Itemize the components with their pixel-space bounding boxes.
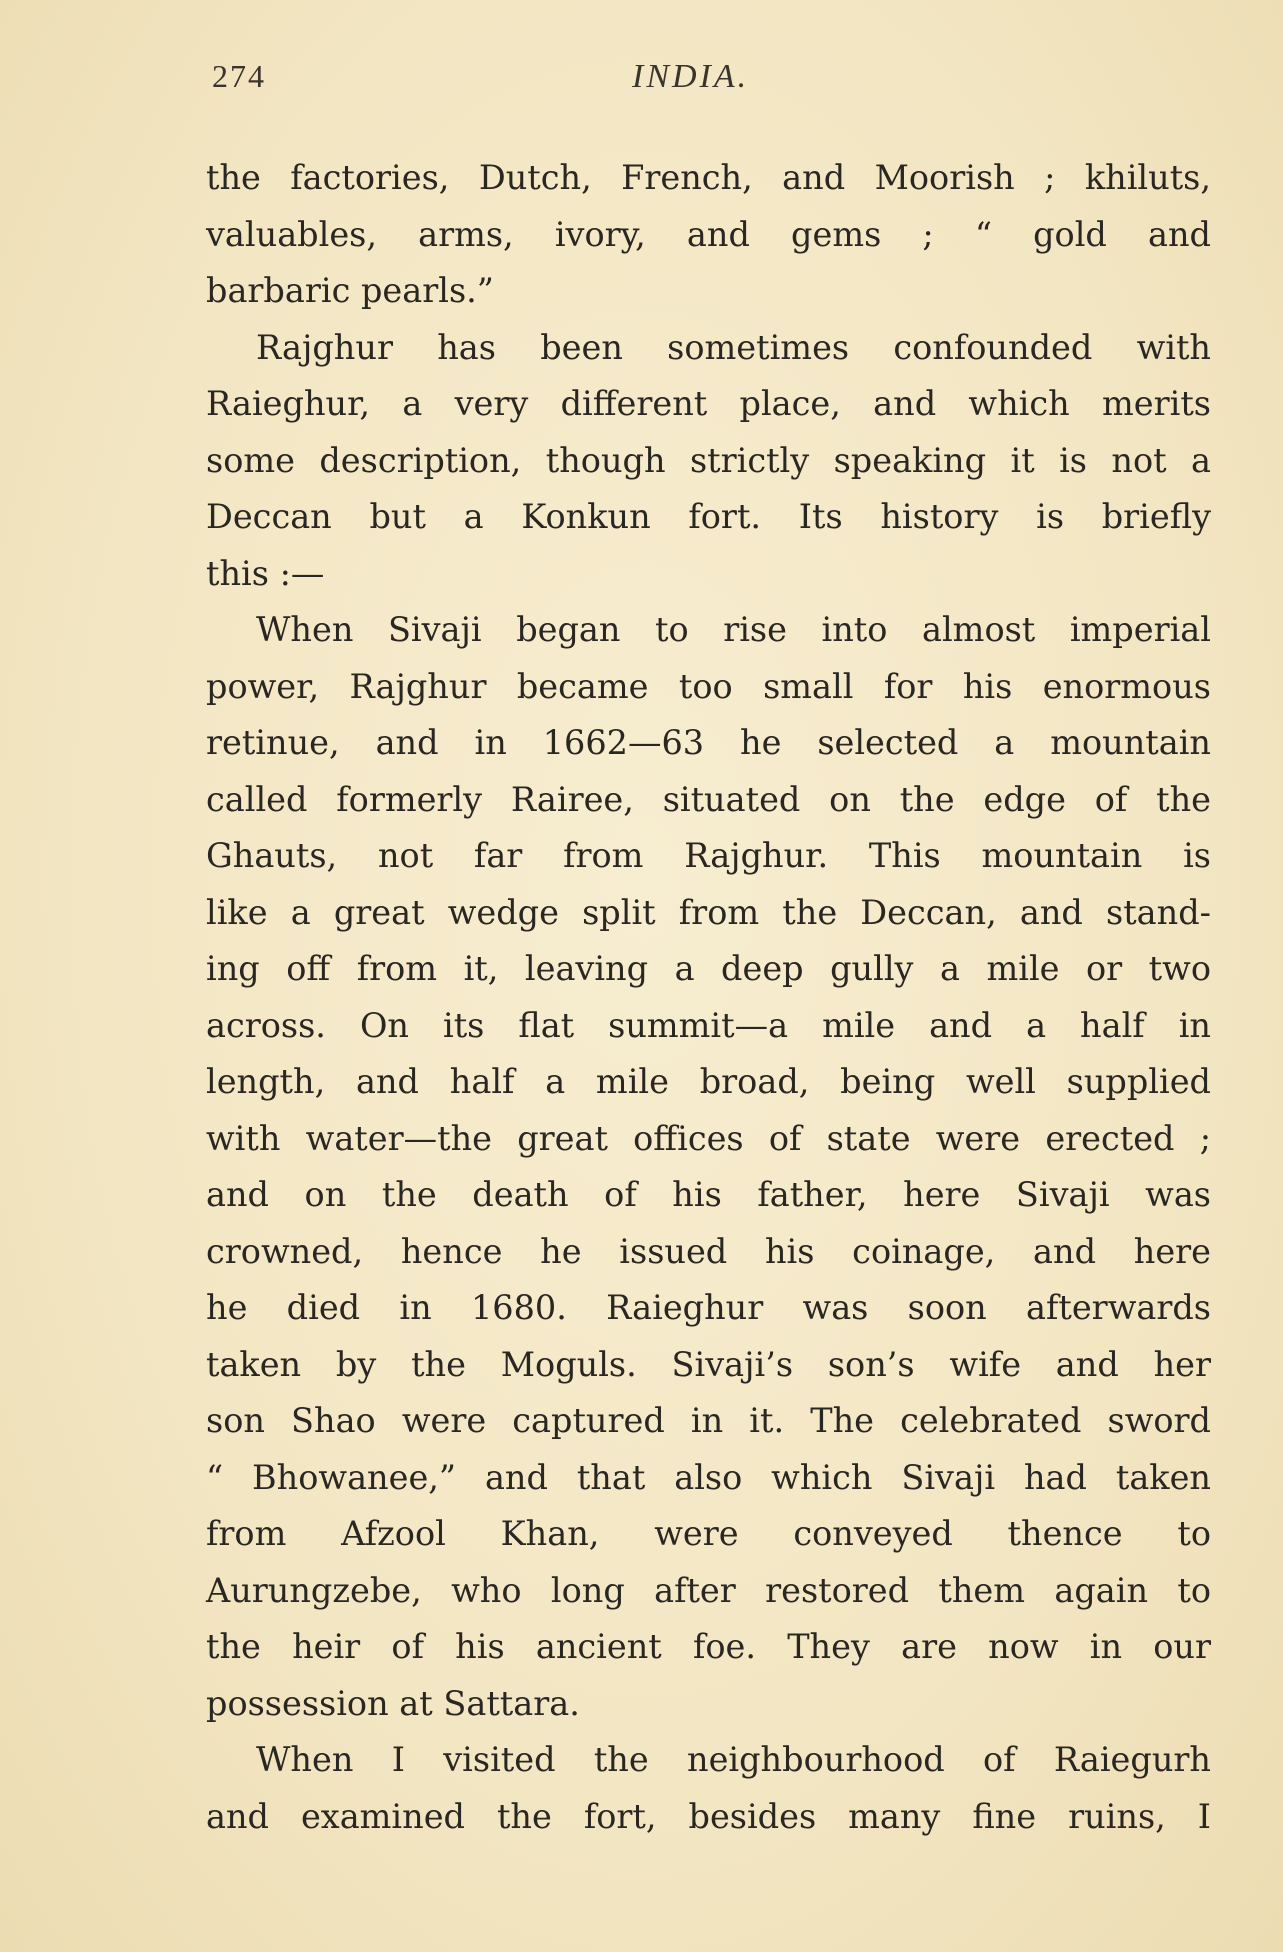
text-line: taken by the Moguls. Sivaji’s son’s wife and her xyxy=(206,1344,1211,1384)
text-line: Aurungzebe, who long after restored them again to xyxy=(206,1570,1211,1610)
text-line: some description, though strictly speaking it is not a xyxy=(206,440,1211,480)
text-line: like a great wedge split from the Deccan, and stand- xyxy=(206,892,1211,932)
text-line: When I visited the neighbourhood of Raiegurh xyxy=(256,1740,1211,1779)
text-line: this :— xyxy=(206,553,325,593)
running-title: INDIA. xyxy=(632,58,750,95)
text-line: with water—the great offices of state were erected ; xyxy=(206,1118,1211,1158)
text-line: “ Bhowanee,” and that also which Sivaji had taken xyxy=(206,1457,1211,1497)
text-line: the factories, Dutch, French, and Moorish ; khiluts, xyxy=(206,158,1211,197)
text-line: called formerly Rairee, situated on the edge of the xyxy=(206,779,1211,819)
text-line: from Afzool Khan, were conveyed thence to xyxy=(206,1514,1211,1553)
text-line: son Shao were captured in it. The celebrated sword xyxy=(206,1401,1211,1440)
text-line: Ghauts, not far from Rajghur. This mountain is xyxy=(206,836,1211,875)
text-line: across. On its flat summit—a mile and a half in xyxy=(206,1005,1211,1045)
running-head xyxy=(212,58,1212,108)
text-line: the heir of his ancient foe. They are now in our xyxy=(206,1627,1211,1666)
text-line: valuables, arms, ivory, and gems ; “ gold and xyxy=(206,214,1211,254)
text-line: Raieghur, a very different place, and which merits xyxy=(206,384,1211,423)
text-line: he died in 1680. Raieghur was soon afterwards xyxy=(206,1288,1211,1327)
body-text xyxy=(206,150,1211,1845)
text-line: barbaric pearls.” xyxy=(206,271,494,310)
text-line: Rajghur has been sometimes confounded with xyxy=(256,327,1211,367)
text-line: Deccan but a Konkun fort. Its history is briefly xyxy=(206,497,1211,536)
text-line: crowned, hence he issued his coinage, and here xyxy=(206,1231,1211,1271)
text-line: retinue, and in 1662—63 he selected a mountain xyxy=(206,723,1211,762)
text-line: and examined the fort, besides many fine ruins, I xyxy=(206,1796,1211,1836)
text-line: length, and half a mile broad, being well supplied xyxy=(206,1062,1211,1101)
page-number: 274 xyxy=(212,58,266,94)
text-line: ing off from it, leaving a deep gully a mile or two xyxy=(206,949,1211,988)
text-line: When Sivaji began to rise into almost imperial xyxy=(256,610,1211,649)
text-line: and on the death of his father, here Sivaji was xyxy=(206,1175,1211,1214)
text-line: power, Rajghur became too small for his enormous xyxy=(206,666,1211,706)
text-line: possession at Sattara. xyxy=(206,1683,580,1723)
